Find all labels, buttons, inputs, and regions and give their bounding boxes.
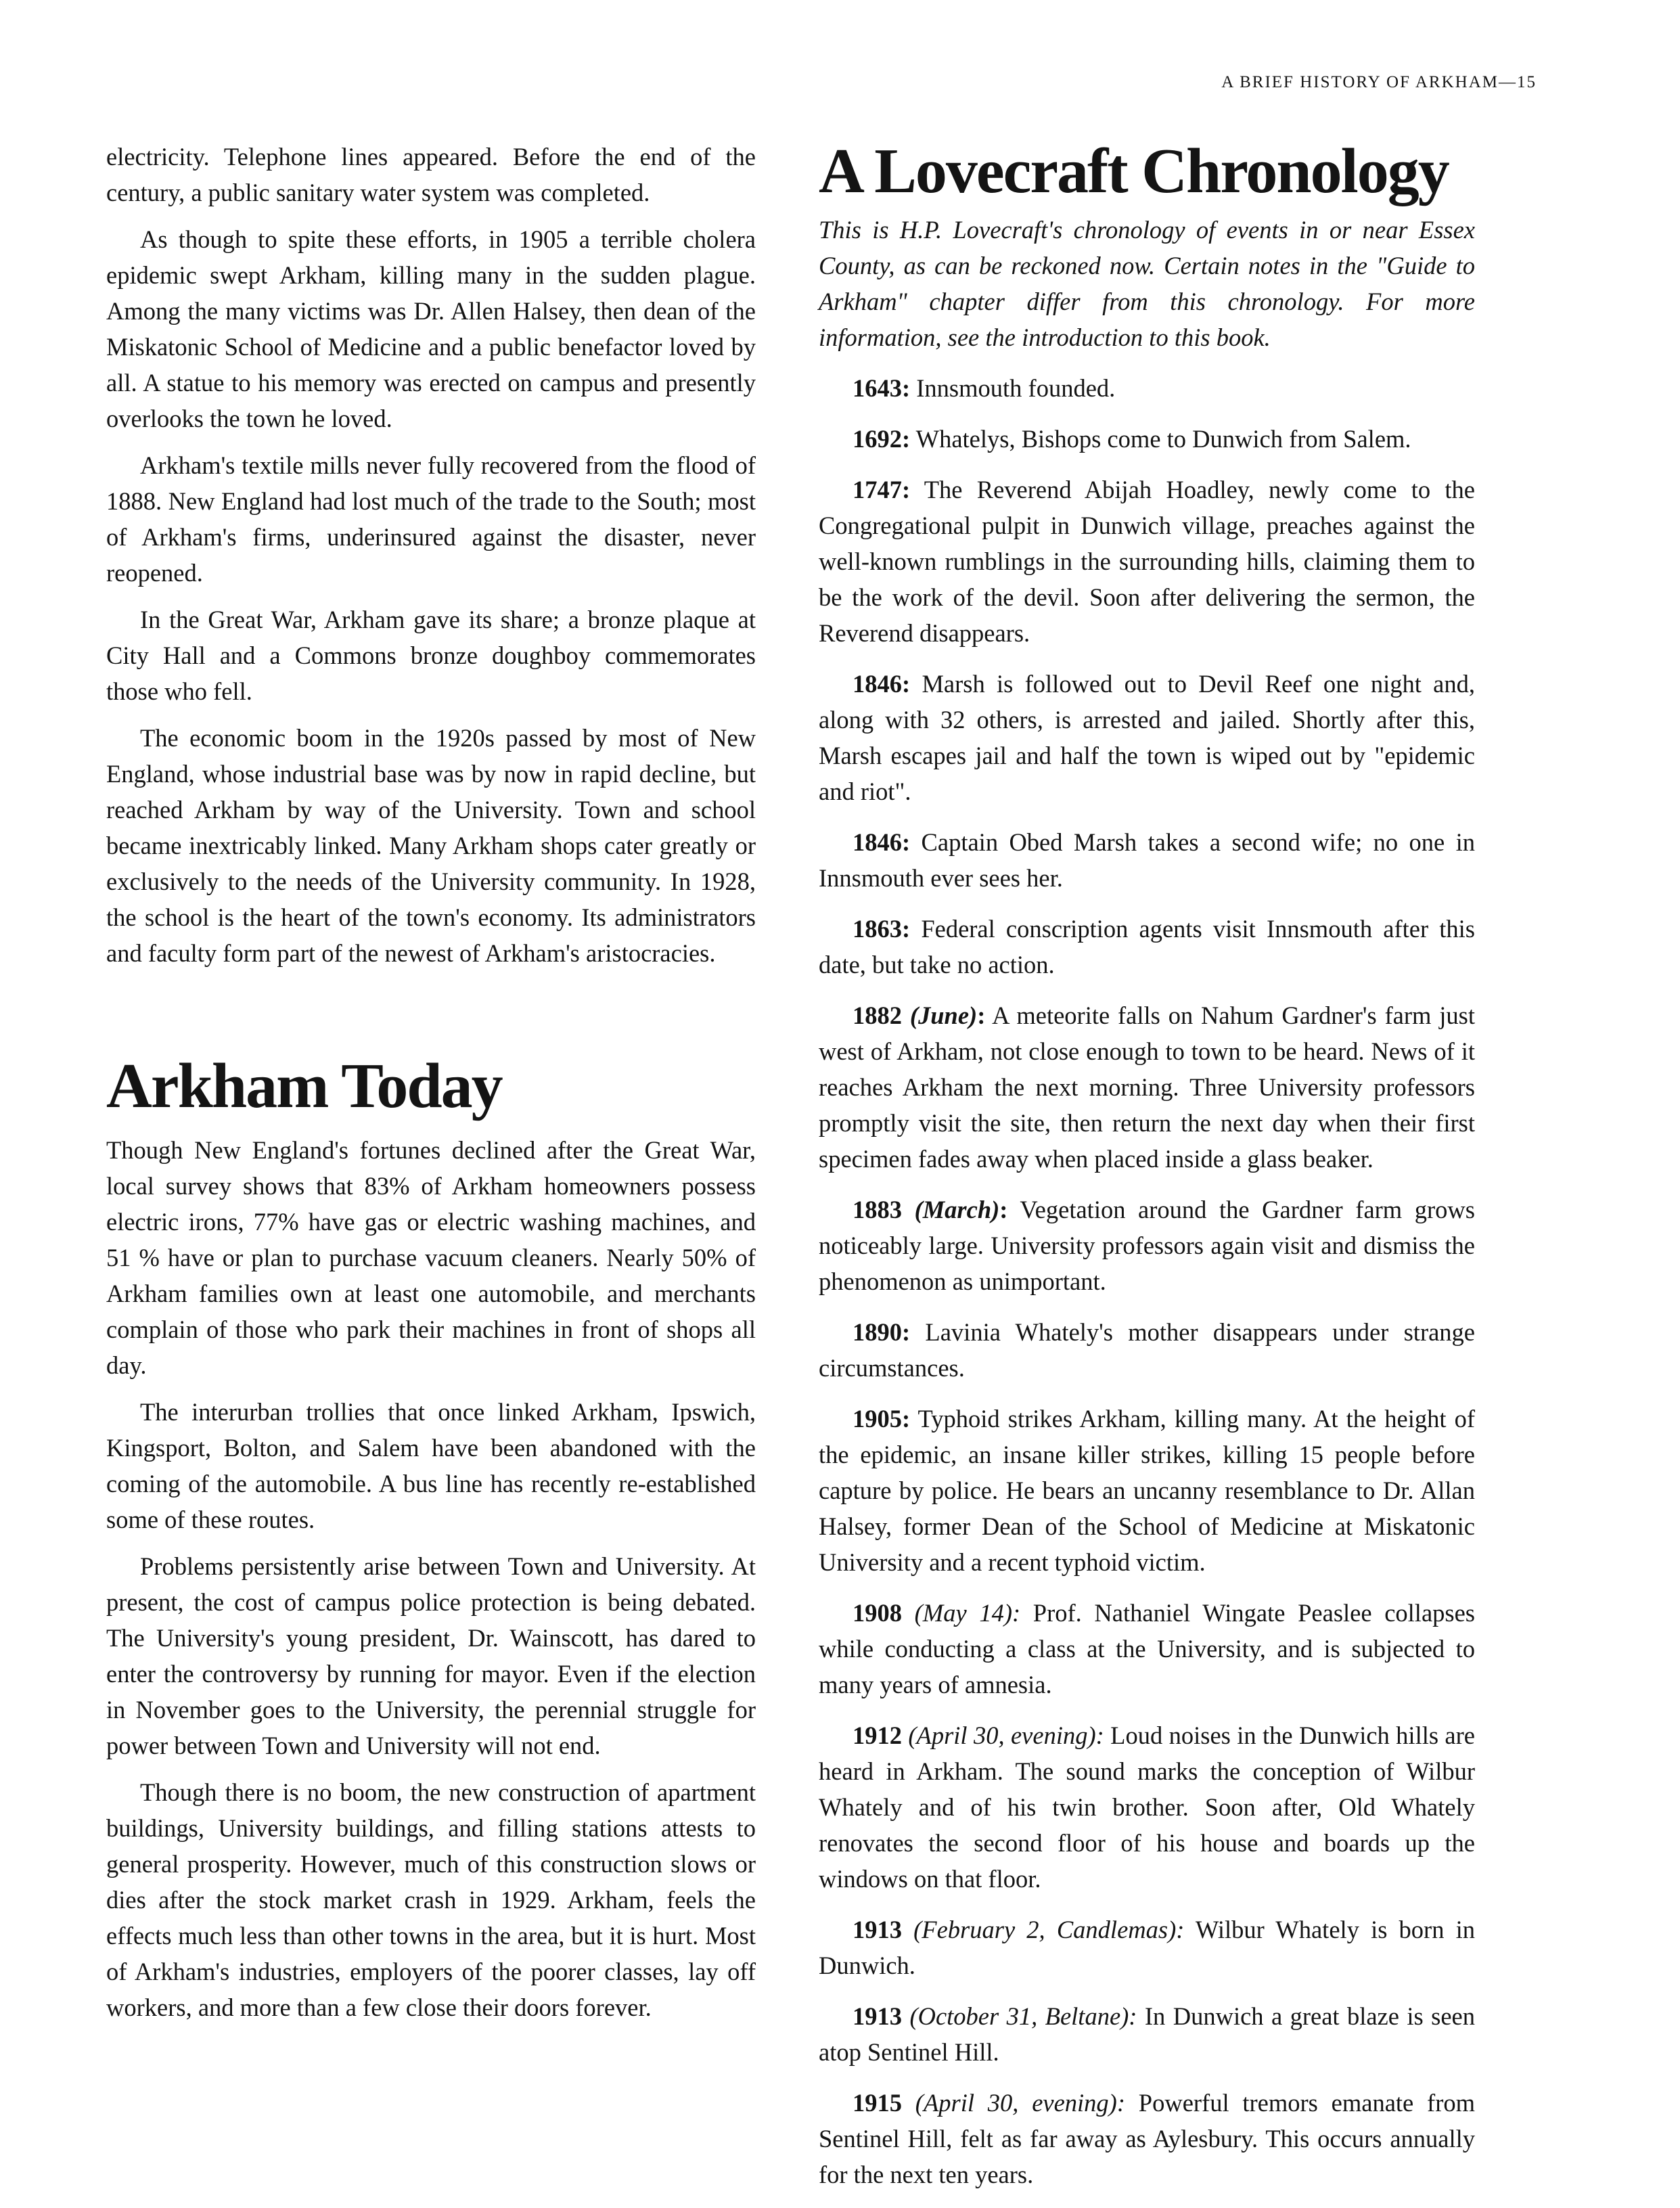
left-column	[106, 139, 756, 2036]
chronology-entry: 1908 (May 14): Prof. Nathaniel Wingate Peaslee collapses while conducting a class at the University, and is subjected to many years of amnesia.	[819, 1599, 1476, 1698]
chronology-entry: 1905: Typhoid strikes Arkham, killing many. At the height of the epidemic, an insane killer strikes, killing 15 people before capture by police. He bears an uncanny resemblance to Dr. Allan Halsey, former Dean of the School of Medicine at Miskatonic University and a recent typhoid victim.	[819, 1405, 1475, 1576]
chronology-entry: 1882 (June): A meteorite falls on Nahum Gardner's farm just west of Arkham, not close enough to town to be heard. News of it reaches Arkham the next morning. Three University professors promptly visit the site, then return the next day when their first specimen fades away when placed inside a glass beaker.	[819, 1001, 1475, 1173]
paragraph: As though to spite these efforts, in 1905 a terrible cholera epidemic swept Arkham, killing many in the sudden plague. Among the many victims was Dr. Allen Halsey, then dean of the Miskatonic School of Medicine and a public benefactor loved by all. A statue to his memory was erected on campus and presently overlooks the town he loved.	[106, 225, 756, 432]
chronology-entry: 1915 (April 30, evening): Powerful tremors emanate from Sentinel Hill, felt as far away as Aylesbury. This occurs annually for the next ten years.	[819, 2089, 1476, 2188]
chronology-entry: 1913 (February 2, Candlemas): Wilbur Whately is born in Dunwich.	[819, 1916, 1475, 1979]
chronology-entry: 1890: Lavinia Whately's mother disappears under strange circumstances.	[819, 1318, 1475, 1382]
chronology-entry: 1643: Innsmouth founded.	[853, 374, 1116, 402]
chronology-entry: 1846: Marsh is followed out to Devil Reef one night and, along with 32 others, is arrested and jailed. Shortly after this, Marsh escapes jail and half the town is wiped out by "epidemic and riot".	[819, 670, 1475, 805]
chronology-heading: A Lovecraft Chronology	[819, 136, 1449, 206]
paragraph: electricity. Telephone lines appeared. Before the end of the century, a public sanitary water system was completed.	[106, 143, 756, 206]
paragraph: The economic boom in the 1920s passed by most of New England, whose industrial base was by now in rapid decline, but reached Arkham by way of the University. Town and school became inextricably linked. Many Arkham shops cater greatly or exclusively to the needs of the University community. In 1928, the school is the heart of the town's economy. Its administrators and faculty form part of the newest of Arkham's aristocracies.	[106, 724, 756, 967]
paragraph: In the Great War, Arkham gave its share; a bronze plaque at City Hall and a Commons bronze doughboy commemorates those who fell.	[106, 606, 756, 705]
paragraph: Arkham's textile mills never fully recovered from the flood of 1888. New England had lost much of the trade to the South; most of Arkham's firms, underinsured against the disaster, never reopened.	[106, 451, 756, 587]
arkham-today-heading: Arkham Today	[106, 1051, 502, 1121]
chronology-entry: 1913 (October 31, Beltane): In Dunwich a great blaze is seen atop Sentinel Hill.	[819, 2002, 1475, 2066]
chronology-entry: 1692: Whatelys, Bishops come to Dunwich from Salem.	[853, 425, 1411, 453]
chronology-entry: 1863: Federal conscription agents visit Innsmouth after this date, but take no action.	[819, 915, 1475, 978]
right-column	[819, 136, 1476, 2207]
paragraph: Though there is no boom, the new construction of apartment buildings, University buildings, and filling stations attests to general prosperity. However, much of this construction slows or dies after the stock market crash in 1929. Arkham, feels the effects much less than other towns in the area, but it is hurt. Most of Arkham's industries, employers of the poorer classes, lay off workers, and more than a few close their doors forever.	[106, 1778, 756, 2021]
chronology-intro: This is H.P. Lovecraft's chronology of events in or near Essex County, as can be reckoned now. Certain notes in the "Guide to Arkham" chapter differ from this chronology. For more information, see the introduction to this book.	[819, 216, 1475, 351]
chronology-entry: 1912 (April 30, evening): Loud noises in the Dunwich hills are heard in Arkham. The sound marks the conception of Wilbur Whately and of his twin brother. Soon after, Old Whately renovates the second floor of his house and boards up the windows on that floor.	[819, 1721, 1475, 1893]
paragraph: Though New England's fortunes declined after the Great War, local survey shows that 83% of Arkham homeowners possess electric irons, 77% have gas or electric washing machines, and 51 % have or plan to purchase vacuum cleaners. Nearly 50% of Arkham families own at least one automobile, and merchants complain of those who park their machines in front of shops all day.	[106, 1136, 756, 1379]
chronology-entry: 1747: The Reverend Abijah Hoadley, newly come to the Congregational pulpit in Dunwich village, preaches against the well-known rumblings in the surrounding hills, claiming them to be the work of the devil. Soon after delivering the sermon, the Reverend disappears.	[819, 476, 1475, 647]
running-header: A BRIEF HISTORY OF ARKHAM—15	[1221, 73, 1537, 91]
paragraph: Problems persistently arise between Town and University. At present, the cost of campus police protection is being debated. The University's young president, Dr. Wainscott, has dared to enter the controversy by running for mayor. Even if the election in November goes to the University, the perennial struggle for power between Town and University will not end.	[106, 1552, 756, 1759]
paragraph: The interurban trollies that once linked Arkham, Ipswich, Kingsport, Bolton, and Salem have been abandoned with the coming of the automobile. A bus line has recently re-established some of these routes.	[106, 1398, 756, 1533]
chronology-entry: 1846: Captain Obed Marsh takes a second wife; no one in Innsmouth ever sees her.	[819, 828, 1475, 892]
chronology-entry: 1883 (March): Vegetation around the Gardner farm grows noticeably large. University professors again visit and dismiss the phenomenon as unimportant.	[819, 1196, 1475, 1295]
